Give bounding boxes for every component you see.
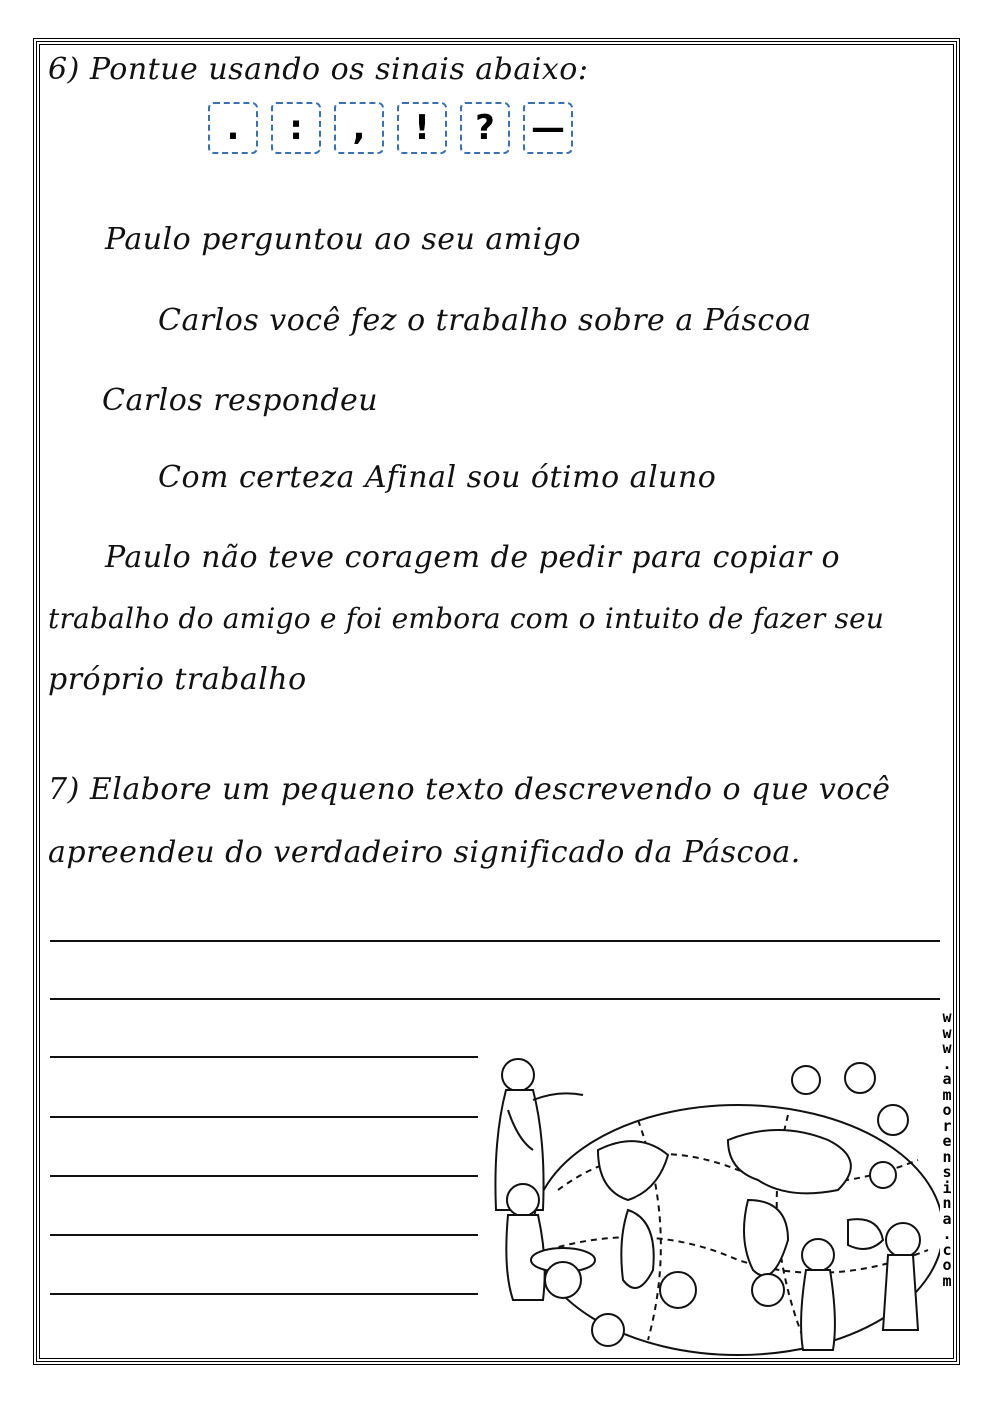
- sign-colon: :: [271, 102, 321, 154]
- watermark-char: n: [942, 1147, 952, 1166]
- watermark-char: w: [942, 1039, 952, 1057]
- watermark-char: a: [942, 1070, 952, 1088]
- watermark-char: o: [942, 1101, 952, 1119]
- watermark-char: c: [942, 1240, 952, 1259]
- sign-period: .: [208, 102, 258, 154]
- child-figure: [545, 1262, 581, 1298]
- sign-question: ?: [460, 102, 510, 154]
- story-line-4: Com certeza Afinal sou ótimo aluno: [158, 460, 717, 495]
- watermark-char: i: [942, 1178, 952, 1197]
- story-line-3: Carlos respondeu: [102, 383, 379, 418]
- watermark-char: m: [942, 1085, 952, 1104]
- story-line-1: Paulo perguntou ao seu amigo: [105, 222, 582, 257]
- answer-line[interactable]: [50, 1056, 478, 1058]
- answer-line[interactable]: [50, 1175, 478, 1177]
- watermark-char: n: [942, 1194, 952, 1212]
- answer-line[interactable]: [50, 1234, 478, 1236]
- watermark-char: e: [942, 1132, 952, 1150]
- watermark-char: .: [942, 1225, 952, 1243]
- child-figure: [507, 1184, 539, 1216]
- story-line-7: próprio trabalho: [48, 662, 307, 697]
- answer-line[interactable]: [50, 1293, 478, 1295]
- child-figure: [792, 1066, 820, 1094]
- story-line-6: trabalho do amigo e foi embora com o intuito de fazer seu: [48, 602, 885, 635]
- child-figure: [592, 1314, 624, 1346]
- answer-line[interactable]: [50, 998, 940, 1000]
- question-7-line-1: 7) Elabore um pequeno texto descrevendo o que você: [48, 772, 891, 807]
- watermark-char: s: [942, 1163, 952, 1181]
- watermark-char: w: [942, 1008, 952, 1026]
- story-line-2: Carlos você fez o trabalho sobre a Páscoa: [158, 303, 812, 338]
- child-figure: [802, 1239, 834, 1271]
- watermark-char: r: [942, 1116, 952, 1135]
- sign-comma: ,: [334, 102, 384, 154]
- child-figure: [660, 1272, 696, 1308]
- child-figure: [845, 1063, 875, 1093]
- child-figure: [878, 1105, 908, 1135]
- jesus-figure: [502, 1059, 534, 1091]
- punctuation-signs: [208, 102, 573, 154]
- sign-dash: —: [523, 102, 573, 154]
- question-7-line-2: apreendeu do verdadeiro significado da Páscoa.: [48, 835, 801, 870]
- sign-exclamation: !: [397, 102, 447, 154]
- question-6-title: 6) Pontue usando os sinais abaixo:: [48, 52, 589, 87]
- child-figure: [886, 1223, 920, 1257]
- answer-line[interactable]: [50, 1116, 478, 1118]
- watermark-char: o: [942, 1256, 952, 1274]
- watermark-char: w: [942, 1023, 952, 1042]
- watermark-url: [940, 1010, 954, 1289]
- watermark-char: m: [942, 1271, 952, 1290]
- story-line-5: Paulo não teve coragem de pedir para copiar o: [105, 540, 841, 575]
- child-figure: [752, 1274, 784, 1306]
- watermark-char: .: [942, 1054, 952, 1073]
- watermark-char: a: [942, 1209, 952, 1228]
- easter-globe-illustration: [488, 1050, 940, 1360]
- answer-line[interactable]: [50, 940, 940, 942]
- child-figure: [870, 1162, 896, 1188]
